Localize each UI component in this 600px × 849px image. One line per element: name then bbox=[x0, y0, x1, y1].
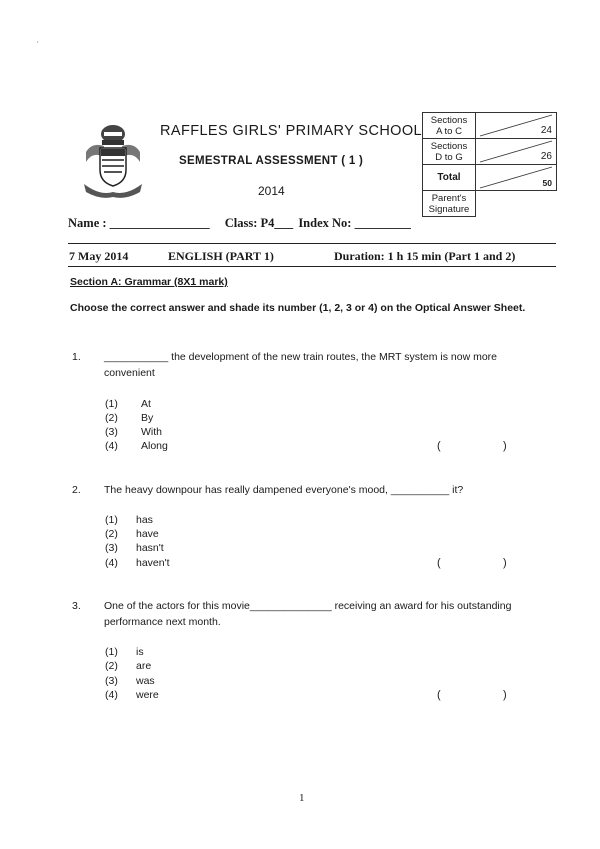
section-instruction: Choose the correct answer and shade its number (1, 2, 3 or 4) on the Optical Answer Sheet. bbox=[70, 302, 526, 314]
option-number: (1) bbox=[105, 646, 118, 658]
exam-date: 7 May 2014 bbox=[69, 249, 129, 263]
score-row-signature bbox=[423, 191, 557, 217]
school-name: RAFFLES GIRLS' PRIMARY SCHOOL bbox=[160, 123, 423, 139]
option-text: was bbox=[136, 675, 155, 687]
answer-bracket-open: ( bbox=[437, 557, 441, 569]
answer-bracket-open: ( bbox=[437, 689, 441, 701]
option-number: (3) bbox=[105, 675, 118, 687]
option-text: were bbox=[136, 689, 159, 701]
score-label: Sections D to G bbox=[423, 139, 476, 165]
assessment-title: SEMESTRAL ASSESSMENT ( 1 ) bbox=[179, 155, 364, 167]
divider-bottom bbox=[68, 266, 556, 267]
paper-subject: ENGLISH (PART 1) bbox=[168, 249, 274, 263]
question-text: ___________ the development of the new train routes, the MRT system is now more bbox=[104, 351, 498, 363]
question-text-continued: convenient bbox=[104, 367, 155, 379]
score-cell: 24 bbox=[476, 113, 557, 139]
question-number: 2. bbox=[72, 484, 81, 496]
answer-bracket-close: ) bbox=[503, 689, 507, 701]
score-cell: 26 bbox=[476, 139, 557, 165]
assessment-year: 2014 bbox=[258, 184, 285, 198]
question-number: 1. bbox=[72, 351, 81, 363]
question-text: One of the actors for this movie______________ receiving an award for his outstanding bbox=[104, 600, 512, 612]
answer-bracket-close: ) bbox=[503, 440, 507, 452]
score-label: Sections A to C bbox=[423, 113, 476, 139]
question-text-continued: performance next month. bbox=[104, 616, 221, 628]
answer-bracket-open: ( bbox=[437, 440, 441, 452]
option-text: By bbox=[141, 412, 154, 424]
option-text: Along bbox=[141, 440, 168, 452]
option-number: (1) bbox=[105, 514, 118, 526]
signature-blank bbox=[476, 191, 557, 217]
option-text: is bbox=[136, 646, 144, 658]
divider-top bbox=[68, 243, 556, 244]
option-number: (4) bbox=[105, 440, 118, 452]
question-number: 3. bbox=[72, 600, 81, 612]
score-label: Total bbox=[423, 165, 476, 191]
class-label: Class: P4___ bbox=[224, 216, 294, 230]
option-text: are bbox=[136, 660, 152, 672]
school-crest-logo bbox=[80, 122, 146, 200]
score-row-total bbox=[423, 165, 557, 191]
answer-bracket-close: ) bbox=[503, 557, 507, 569]
option-number: (3) bbox=[105, 542, 118, 554]
option-number: (2) bbox=[105, 412, 118, 424]
option-text: haven't bbox=[136, 557, 170, 569]
option-text: hasn't bbox=[136, 542, 164, 554]
option-number: (4) bbox=[105, 557, 118, 569]
section-title: Section A: Grammar (8X1 mark) bbox=[70, 276, 228, 288]
score-table bbox=[422, 112, 557, 217]
score-row-sections-a-c bbox=[423, 113, 557, 139]
option-text: has bbox=[136, 514, 153, 526]
option-number: (2) bbox=[105, 528, 118, 540]
student-details-line bbox=[68, 216, 411, 231]
option-number: (4) bbox=[105, 689, 118, 701]
score-label: Parent's Signature bbox=[423, 191, 476, 217]
stray-mark: ' bbox=[37, 40, 39, 49]
name-label: Name : ________________ bbox=[68, 216, 210, 230]
score-cell: 50 bbox=[476, 165, 557, 191]
option-number: (3) bbox=[105, 426, 118, 438]
option-text: With bbox=[141, 426, 162, 438]
option-text: have bbox=[136, 528, 159, 540]
option-number: (1) bbox=[105, 398, 118, 410]
option-number: (2) bbox=[105, 660, 118, 672]
index-label: Index No: _________ bbox=[298, 216, 411, 230]
question-text: The heavy downpour has really dampened everyone's mood, __________ it? bbox=[104, 484, 464, 496]
paper-duration: Duration: 1 h 15 min (Part 1 and 2) bbox=[334, 249, 516, 263]
page-number: 1 bbox=[299, 792, 305, 804]
option-text: At bbox=[141, 398, 151, 410]
score-row-sections-d-g bbox=[423, 139, 557, 165]
